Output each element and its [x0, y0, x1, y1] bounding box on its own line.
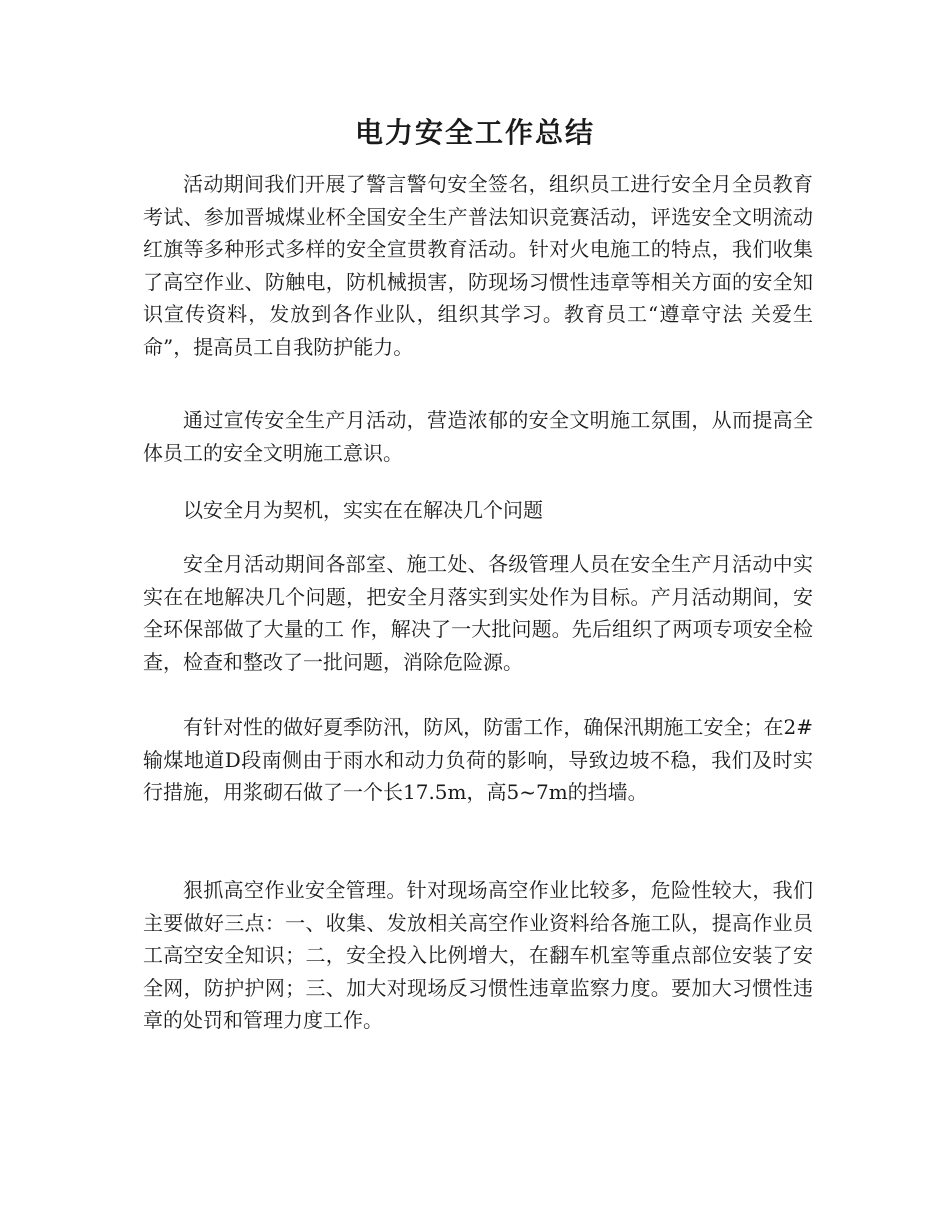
paragraph-high-altitude-safety: 狠抓高空作业安全管理。针对现场高空作业比较多，危险性较大，我们主要做好三点：一、收集、发放相关高空作业资料给各施工队，提高作业员工高空安全知识；二，安全投入比例增大，在翻车机室等重点部位安装了安全网，防护护网；三、加大对现场反习惯性违章监察力度。要加大习惯性违章的处罚和管理力度工作。	[143, 878, 813, 1032]
document-title: 电力安全工作总结	[354, 116, 595, 149]
paragraph-section-heading: 以安全月为契机，实实在在解决几个问题	[183, 498, 543, 522]
paragraph-safety-activities: 活动期间我们开展了警言警句安全签名，组织员工进行安全月全员教育考试、参加晋城煤业杯全国安全生产普法知识竞赛活动，评选安全文明流动红旗等多种形式多样的安全宣贯教育活动。针对火电施工的特点，我们收集了高空作业、防触电，防机械损害，防现场习惯性违章等相关方面的安全知识宣传资料，发放到各作业队，组织其学习。教育员工“遵章守法 关爱生命”，提高员工自我防护能力。	[143, 172, 813, 359]
paragraph-problem-solving: 安全月活动期间各部室、施工处、各级管理人员在安全生产月活动中实实在在地解决几个问题，把安全月落实到实处作为目标。产月活动期间，安全环保部做了大量的工 作，解决了一大批问题。先后组织了两项专项安全检查，检查和整改了一批问题，消除危险源。	[143, 552, 813, 674]
paragraph-safety-month-publicity: 通过宣传安全生产月活动，营造浓郁的安全文明施工氛围，从而提高全体员工的安全文明施工意识。	[143, 408, 813, 465]
paragraph-flood-prevention: 有针对性的做好夏季防汛，防风，防雷工作，确保汛期施工安全；在2#输煤地道D段南侧由于雨水和动力负荷的影响，导致边坡不稳，我们及时实行措施，用浆砌石做了一个长17.5m，高5~7m的挡墙。	[143, 715, 813, 804]
